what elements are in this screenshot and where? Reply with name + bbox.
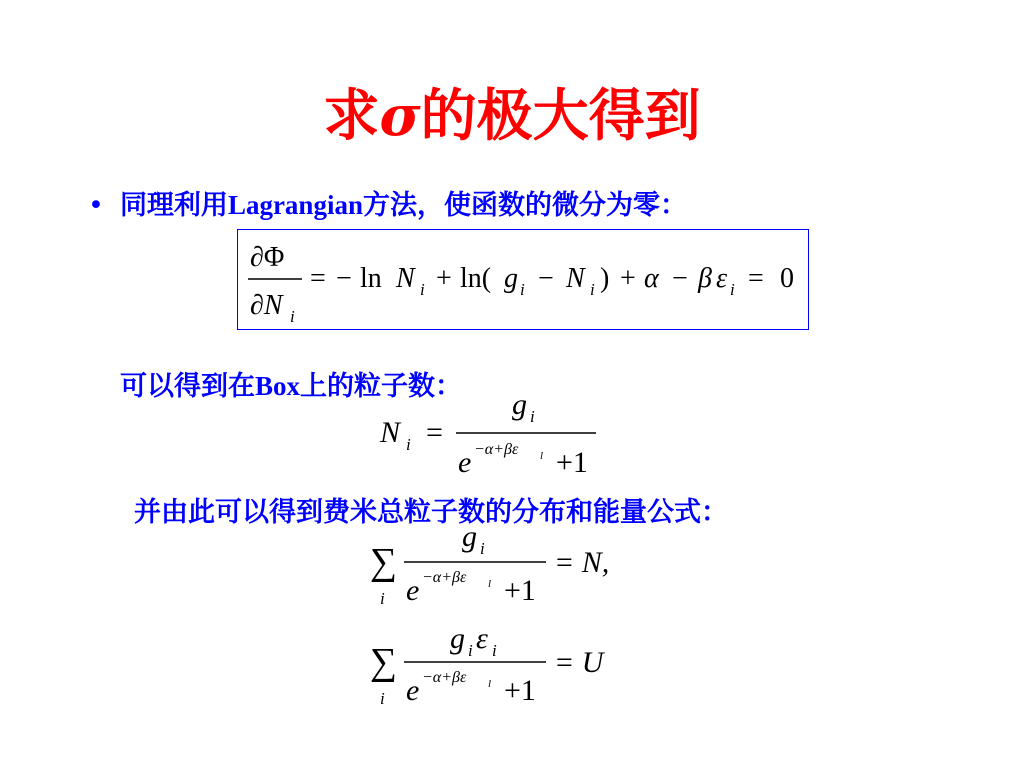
slide-title bbox=[0, 83, 1024, 149]
line3-text: 并由此可以得到费米总粒子数的分布和能量公式： bbox=[134, 497, 728, 528]
eq1-N2-sub: i bbox=[590, 280, 595, 299]
eq1-ln-open: ln( bbox=[460, 263, 492, 294]
eq2-N: N bbox=[380, 416, 401, 449]
eq1-plus: + bbox=[436, 263, 452, 294]
eq1-epsilon: ε bbox=[716, 263, 728, 294]
eq4-base-e: e bbox=[406, 674, 420, 707]
eq2-base-e: e bbox=[458, 446, 472, 479]
eq1-minus: − bbox=[336, 263, 352, 294]
eq1-g-sub: i bbox=[520, 280, 525, 299]
eq1-close: ) bbox=[600, 263, 610, 294]
equation-1 bbox=[240, 232, 806, 328]
eq4-plus-one: +1 bbox=[504, 674, 536, 707]
eq1-minus-2: − bbox=[538, 263, 554, 294]
eq1-zero: 0 bbox=[780, 263, 794, 294]
eq3-sum: ∑ bbox=[370, 541, 398, 583]
eq4-numerator-eps: ε bbox=[476, 622, 488, 655]
eq4-sum-sub: i bbox=[380, 689, 385, 708]
bullet-text-after: 方法，使函数的微分为零： bbox=[362, 190, 687, 221]
eq1-numerator: ∂Φ bbox=[250, 242, 285, 273]
line2-text-before: 可以得到在 bbox=[120, 371, 255, 402]
eq2-numerator-sub: i bbox=[530, 407, 535, 426]
eq1-equals: = bbox=[310, 263, 326, 294]
eq1-alpha: α bbox=[644, 263, 659, 294]
eq4-numerator-g-sub: i bbox=[468, 641, 473, 660]
eq4-numerator-eps-sub: i bbox=[492, 641, 497, 660]
title-suffix: 的极大得到 bbox=[420, 84, 701, 149]
eq1-epsilon-sub: i bbox=[730, 280, 735, 299]
eq1-denominator-sub: i bbox=[290, 307, 295, 326]
title-sigma-symbol: σ bbox=[379, 83, 421, 149]
eq1-ln: ln bbox=[360, 263, 382, 294]
eq3-plus-one: +1 bbox=[504, 574, 536, 607]
eq1-N2: N bbox=[566, 263, 585, 294]
eq3-numerator-g: g bbox=[462, 524, 477, 553]
eq2-equals: = bbox=[426, 416, 443, 449]
eq1-N-sub: i bbox=[420, 280, 425, 299]
eq4-sum: ∑ bbox=[370, 641, 398, 683]
equation-2 bbox=[376, 392, 616, 482]
line2-text-after: 上的粒子数： bbox=[300, 371, 463, 402]
eq4-rhs: = U bbox=[554, 646, 604, 679]
eq3-exponent-sub: l bbox=[488, 578, 492, 590]
eq4-exponent-sub: l bbox=[488, 678, 492, 690]
title-prefix: 求 bbox=[323, 84, 380, 149]
eq3-numerator-sub: i bbox=[480, 539, 485, 558]
eq3-rhs: = N, bbox=[554, 546, 610, 579]
eq2-exponent: −α+βε bbox=[474, 441, 519, 458]
eq1-minus-3: − bbox=[672, 263, 688, 294]
bullet-line bbox=[88, 183, 687, 222]
eq1-denominator: ∂N bbox=[250, 290, 283, 321]
line2-latin: Box bbox=[255, 371, 301, 401]
eq1-beta: β bbox=[698, 263, 712, 294]
eq3-base-e: e bbox=[406, 574, 420, 607]
bullet-marker: • bbox=[88, 190, 104, 221]
eq1-equals-2: = bbox=[748, 263, 764, 294]
eq1-N: N bbox=[396, 263, 415, 294]
equation-3 bbox=[370, 524, 630, 610]
equation-4 bbox=[370, 622, 630, 712]
eq4-numerator-g: g bbox=[450, 622, 465, 655]
eq2-numerator-g: g bbox=[512, 392, 527, 421]
eq1-g: g bbox=[504, 263, 518, 294]
eq2-N-sub: i bbox=[406, 435, 411, 454]
bullet-latin: Lagrangian bbox=[227, 190, 363, 220]
eq3-exponent: −α+βε bbox=[422, 569, 467, 586]
eq4-exponent: −α+βε bbox=[422, 669, 467, 686]
eq3-sum-sub: i bbox=[380, 589, 385, 608]
eq1-plus-2: + bbox=[620, 263, 636, 294]
bullet-text-before: 同理利用 bbox=[119, 190, 228, 221]
eq2-plus-one: +1 bbox=[556, 446, 588, 479]
eq2-exponent-sub: l bbox=[540, 450, 544, 462]
